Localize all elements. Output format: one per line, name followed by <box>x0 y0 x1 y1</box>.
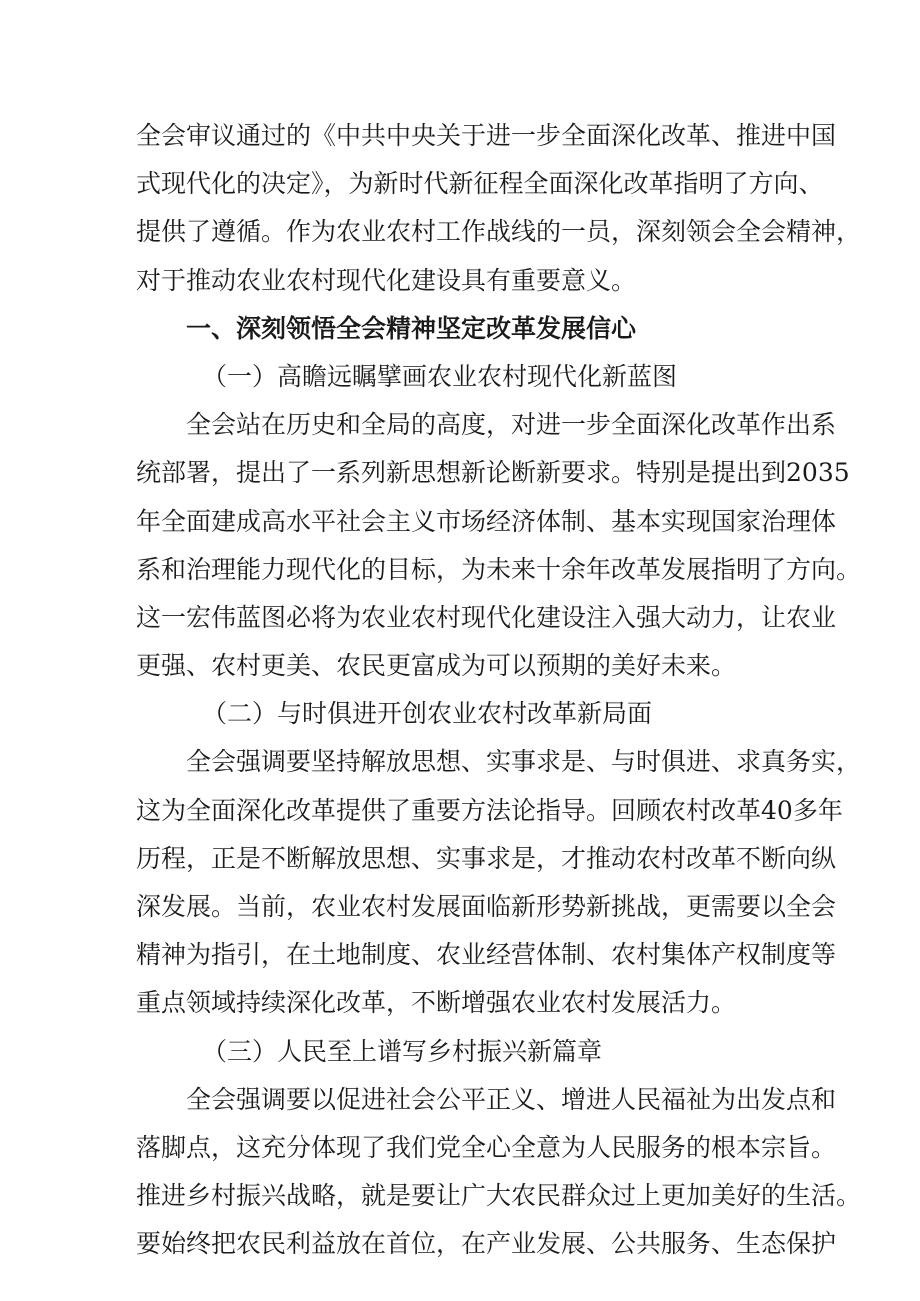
body-paragraph <box>136 112 862 305</box>
paragraph-line: 全会审议通过的《中共中央关于进一步全面深化改革、推进中国 <box>136 121 837 150</box>
body-paragraph <box>136 1076 862 1269</box>
subsection-heading-text: （一）高瞻远瞩擘画农业农村现代化新蓝图 <box>202 361 678 391</box>
paragraph-line: 更强、农村更美、农民更富成为可以预期的美好未来。 <box>136 651 737 681</box>
paragraph-line: 全会站在历史和全局的高度，对进一步全面深化改革作出系 <box>186 410 837 440</box>
paragraph-line: 对于推动农业农村现代化建设具有重要意义。 <box>136 265 637 295</box>
subsection-heading-text: （二）与时俱进开创农业农村改革新局面 <box>202 699 653 729</box>
paragraph-line: 式现代化的决定》，为新时代新征程全面深化改革指明了方向、 <box>136 169 824 199</box>
paragraph-line: 年全面建成高水平社会主义市场经济体制、基本实现国家治理体 <box>136 506 837 536</box>
paragraph-line: 全会强调要以促进社会公平正义、增进人民福祉为出发点和 <box>186 1084 837 1114</box>
paragraph-line: 全会强调要坚持解放思想、实事求是、与时俱进、求真务实， <box>186 747 862 777</box>
paragraph-line: 推进乡村振兴战略，就是要让广大农民群众过上更加美好的生活。 <box>136 1181 862 1211</box>
subsection-heading <box>136 690 796 738</box>
subsection-heading-text: （三）人民至上谱写乡村振兴新篇章 <box>202 1036 603 1066</box>
subsection-heading <box>136 353 796 401</box>
paragraph-line: 要始终把农民利益放在首位，在产业发展、公共服务、生态保护 <box>136 1229 837 1259</box>
paragraph-line: 重点领域持续深化改革，不断增强农业农村发展活力。 <box>136 988 737 1018</box>
paragraph-line: 历程，正是不断解放思想、实事求是，才推动农村改革不断向纵 <box>136 843 837 873</box>
paragraph-line: 这一宏伟蓝图必将为农业农村现代化建设注入强大动力，让农业 <box>136 602 837 632</box>
body-paragraph <box>136 401 862 690</box>
document-body <box>136 112 862 1269</box>
paragraph-line: 这为全面深化改革提供了重要方法论指导。回顾农村改革40多年 <box>136 795 843 825</box>
paragraph-line: 深发展。当前，农业农村发展面临新形势新挑战，更需要以全会 <box>136 892 837 921</box>
paragraph-line: 精神为指引，在土地制度、农业经营体制、农村集体产权制度等 <box>136 940 837 970</box>
section-heading <box>136 305 796 353</box>
paragraph-line: 落脚点，这充分体现了我们党全心全意为人民服务的根本宗旨。 <box>136 1132 837 1162</box>
paragraph-line: 统部署，提出了一系列新思想新论断新要求。特别是提出到2035 <box>136 458 850 488</box>
paragraph-line: 提供了遵循。作为农业农村工作战线的一员，深刻领会全会精神， <box>136 217 862 247</box>
subsection-heading <box>136 1028 796 1076</box>
paragraph-line: 系和治理能力现代化的目标，为未来十余年改革发展指明了方向。 <box>136 554 862 584</box>
section-heading-text: 一、深刻领悟全会精神坚定改革发展信心 <box>186 313 637 343</box>
body-paragraph <box>136 738 862 1027</box>
